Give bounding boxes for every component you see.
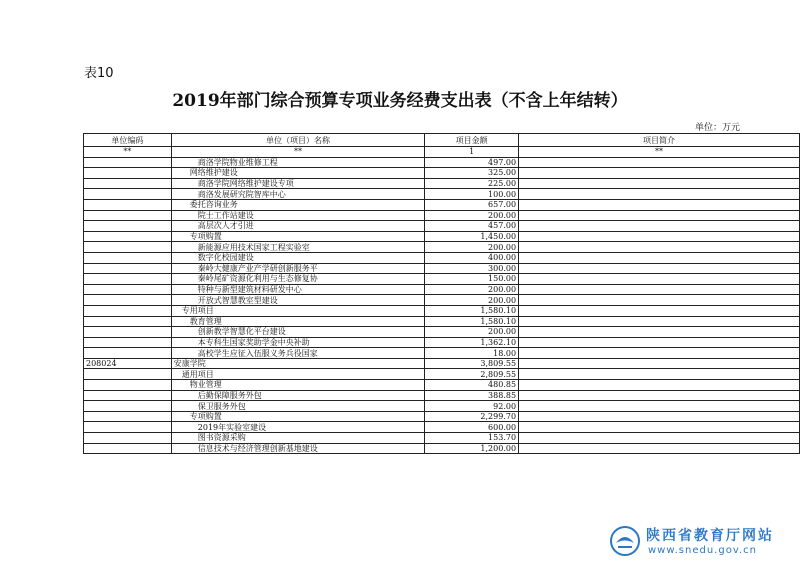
project-summary-cell: [519, 210, 800, 221]
unit-code-cell: [84, 252, 172, 263]
table-row: [84, 401, 800, 412]
table-row: [84, 380, 800, 391]
project-name-cell: 安康学院: [171, 358, 425, 369]
unit-code-cell: [84, 199, 172, 210]
project-amount-cell: 153.70: [425, 433, 519, 444]
project-name-cell: 商洛学院网络维护建设专项: [171, 178, 425, 189]
project-amount-cell: 497.00: [425, 157, 519, 168]
table-row: [84, 168, 800, 179]
education-logo-icon: [608, 525, 642, 557]
project-summary-cell: [519, 221, 800, 232]
unit-code-cell: [84, 411, 172, 422]
watermark-url: www.snedu.gov.cn: [648, 545, 757, 556]
project-amount-cell: 92.00: [425, 401, 519, 412]
table-row: [84, 327, 800, 338]
project-amount-cell: 100.00: [425, 189, 519, 200]
table-row: [84, 178, 800, 189]
table-row: [84, 221, 800, 232]
project-summary-cell: [519, 178, 800, 189]
project-name-cell: 商洛学院物业维修工程: [171, 157, 425, 168]
project-amount-cell: 1,580.10: [425, 316, 519, 327]
marker-cell: **: [84, 147, 172, 158]
project-name-cell: 图书资源采购: [171, 433, 425, 444]
unit-code-cell: [84, 157, 172, 168]
project-summary-cell: [519, 305, 800, 316]
unit-code-cell: [84, 380, 172, 391]
project-name-cell: 创新教学智慧化平台建设: [171, 327, 425, 338]
unit-code-cell: [84, 327, 172, 338]
project-name-cell: 专用项目: [171, 305, 425, 316]
table-row: [84, 284, 800, 295]
project-name-cell: 委托咨询业务: [171, 199, 425, 210]
project-amount-cell: 1,450.00: [425, 231, 519, 242]
project-summary-cell: [519, 274, 800, 285]
project-name-cell: 商洛发展研究院智库中心: [171, 189, 425, 200]
project-summary-cell: [519, 337, 800, 348]
project-summary-cell: [519, 380, 800, 391]
project-summary-cell: [519, 443, 800, 454]
project-amount-cell: 2,809.55: [425, 369, 519, 380]
unit-code-cell: [84, 369, 172, 380]
project-summary-cell: [519, 189, 800, 200]
table-row: [84, 157, 800, 168]
project-summary-cell: [519, 327, 800, 338]
unit-code-cell: [84, 305, 172, 316]
unit-label: 单位：万元: [694, 123, 740, 133]
project-name-cell: 本专科生国家奖助学金中央补助: [171, 337, 425, 348]
project-amount-cell: 400.00: [425, 252, 519, 263]
project-summary-cell: [519, 199, 800, 210]
project-name-cell: 开放式智慧教室型建设: [171, 295, 425, 306]
project-amount-cell: 18.00: [425, 348, 519, 359]
project-summary-cell: [519, 411, 800, 422]
table-row: [84, 231, 800, 242]
table-row: [84, 295, 800, 306]
table-row: [84, 263, 800, 274]
project-summary-cell: [519, 231, 800, 242]
project-summary-cell: [519, 252, 800, 263]
unit-code-cell: [84, 337, 172, 348]
table-header-row: [84, 134, 800, 147]
marker-cell: 1: [425, 147, 519, 158]
unit-code-cell: [84, 390, 172, 401]
project-summary-cell: [519, 358, 800, 369]
unit-code-cell: [84, 348, 172, 359]
table-row: [84, 422, 800, 433]
table-row: [84, 358, 800, 369]
table-marker-row: [84, 147, 800, 158]
project-name-cell: 秦岭大健康产业产学研创新服务平: [171, 263, 425, 274]
project-name-cell: 新能源应用技术国家工程实验室: [171, 242, 425, 253]
project-name-cell: 保卫服务外包: [171, 401, 425, 412]
unit-code-cell: [84, 168, 172, 179]
unit-code-cell: [84, 433, 172, 444]
unit-code-cell: [84, 221, 172, 232]
unit-code-cell: [84, 242, 172, 253]
table-row: [84, 411, 800, 422]
unit-code-cell: 208024: [84, 358, 172, 369]
page-title: 2019年部门综合预算专项业务经费支出表（不含上年结转）: [172, 91, 628, 111]
project-summary-cell: [519, 168, 800, 179]
project-amount-cell: 2,299.70: [425, 411, 519, 422]
project-name-cell: 后勤保障服务外包: [171, 390, 425, 401]
table-row: [84, 189, 800, 200]
unit-code-cell: [84, 189, 172, 200]
project-summary-cell: [519, 316, 800, 327]
table-row: [84, 199, 800, 210]
unit-code-cell: [84, 422, 172, 433]
table-row: [84, 433, 800, 444]
project-summary-cell: [519, 295, 800, 306]
unit-code-cell: [84, 401, 172, 412]
project-amount-cell: 388.85: [425, 390, 519, 401]
table-row: [84, 305, 800, 316]
project-name-cell: 信息技术与经济管理创新基地建设: [171, 443, 425, 454]
unit-code-cell: [84, 178, 172, 189]
table-row: [84, 337, 800, 348]
project-name-cell: 网络维护建设: [171, 168, 425, 179]
project-amount-cell: 325.00: [425, 168, 519, 179]
project-name-cell: 秦岭尾矿资源化利用与生态修复协: [171, 274, 425, 285]
project-amount-cell: 457.00: [425, 221, 519, 232]
project-name-cell: 2019年实验室建设: [171, 422, 425, 433]
table-row: [84, 316, 800, 327]
project-amount-cell: 1,200.00: [425, 443, 519, 454]
table-row: [84, 390, 800, 401]
unit-code-cell: [84, 316, 172, 327]
project-name-cell: 专项购置: [171, 411, 425, 422]
unit-code-cell: [84, 210, 172, 221]
project-amount-cell: 300.00: [425, 263, 519, 274]
project-name-cell: 数字化校园建设: [171, 252, 425, 263]
expenditure-table: [83, 133, 800, 454]
project-amount-cell: 225.00: [425, 178, 519, 189]
watermark-text: 陕西省教育厅网站: [646, 528, 774, 544]
project-name-cell: 物业管理: [171, 380, 425, 391]
unit-code-cell: [84, 231, 172, 242]
project-amount-cell: 150.00: [425, 274, 519, 285]
project-amount-cell: 3,809.55: [425, 358, 519, 369]
table-row: [84, 252, 800, 263]
project-name-cell: 高校学生应征入伍服义务兵役国家: [171, 348, 425, 359]
table-row: [84, 210, 800, 221]
table-row: [84, 443, 800, 454]
project-amount-cell: 1,580.10: [425, 305, 519, 316]
unit-code-cell: [84, 284, 172, 295]
unit-code-cell: [84, 263, 172, 274]
project-summary-cell: [519, 263, 800, 274]
header-project-amount: 项目金额: [425, 134, 519, 147]
project-summary-cell: [519, 242, 800, 253]
header-project-summary: 项目简介: [519, 134, 800, 147]
project-name-cell: 专项购置: [171, 231, 425, 242]
table-row: [84, 274, 800, 285]
project-name-cell: 教育管理: [171, 316, 425, 327]
project-summary-cell: [519, 390, 800, 401]
marker-cell: **: [171, 147, 425, 158]
project-summary-cell: [519, 348, 800, 359]
site-watermark: [608, 523, 778, 561]
table-number-label: 表10: [84, 66, 114, 81]
header-unit-code: 单位编码: [84, 134, 172, 147]
project-name-cell: 高层次人才引进: [171, 221, 425, 232]
project-amount-cell: 480.85: [425, 380, 519, 391]
project-summary-cell: [519, 284, 800, 295]
project-amount-cell: 600.00: [425, 422, 519, 433]
project-summary-cell: [519, 422, 800, 433]
unit-code-cell: [84, 295, 172, 306]
table-row: [84, 369, 800, 380]
project-amount-cell: 200.00: [425, 284, 519, 295]
project-amount-cell: 200.00: [425, 295, 519, 306]
unit-code-cell: [84, 443, 172, 454]
project-name-cell: 特种与新型建筑材料研发中心: [171, 284, 425, 295]
project-amount-cell: 657.00: [425, 199, 519, 210]
project-amount-cell: 1,362.10: [425, 337, 519, 348]
project-amount-cell: 200.00: [425, 242, 519, 253]
marker-cell: **: [519, 147, 800, 158]
project-summary-cell: [519, 433, 800, 444]
project-summary-cell: [519, 157, 800, 168]
unit-code-cell: [84, 274, 172, 285]
table-row: [84, 348, 800, 359]
table-row: [84, 242, 800, 253]
project-amount-cell: 200.00: [425, 210, 519, 221]
project-summary-cell: [519, 369, 800, 380]
project-name-cell: 院士工作站建设: [171, 210, 425, 221]
project-amount-cell: 200.00: [425, 327, 519, 338]
project-name-cell: 通用项目: [171, 369, 425, 380]
header-unit-name: 单位（项目）名称: [171, 134, 425, 147]
project-summary-cell: [519, 401, 800, 412]
